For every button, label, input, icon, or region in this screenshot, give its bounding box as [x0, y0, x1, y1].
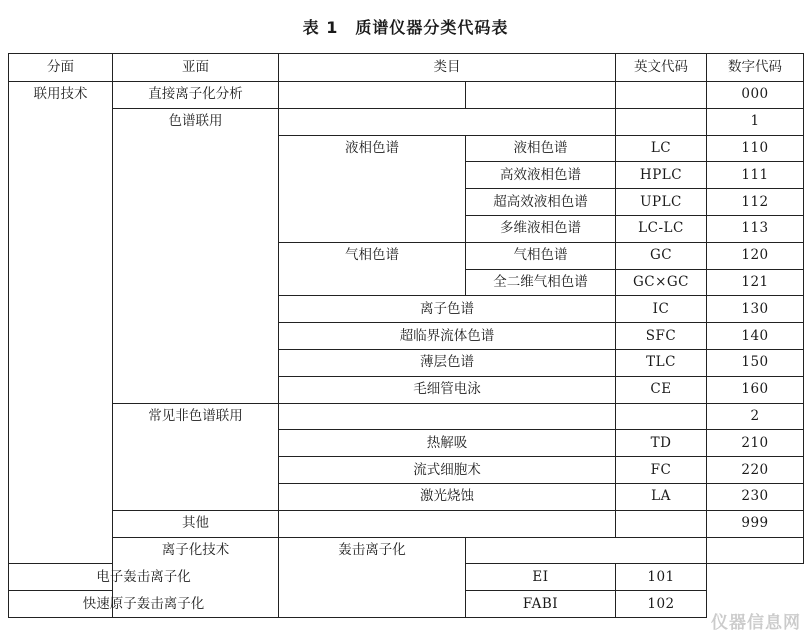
num-code-cell: 112: [707, 189, 804, 216]
en-code-cell: [616, 108, 707, 135]
num-code-cell: 2: [707, 403, 804, 430]
class-cell: 毛细管电泳: [279, 376, 616, 403]
en-code-cell: [707, 537, 804, 564]
class-group-cell: 液相色谱: [279, 135, 466, 242]
en-code-cell: FC: [616, 457, 707, 484]
num-code-cell: 210: [707, 430, 804, 457]
class-cell: 气相色谱: [466, 242, 616, 269]
num-code-cell: 121: [707, 269, 804, 296]
table-title: 表 1 质谱仪器分类代码表: [302, 18, 509, 37]
en-code-cell: LC-LC: [616, 215, 707, 242]
en-code-cell: HPLC: [616, 162, 707, 189]
num-code-cell: 160: [707, 376, 804, 403]
class-cell: 超高效液相色谱: [466, 189, 616, 216]
class-cell: 激光烧蚀: [279, 483, 616, 510]
subcategory-cell: 色谱联用: [113, 108, 279, 403]
table-row: [9, 403, 804, 430]
class-cell: 电子轰击离子化: [9, 564, 279, 591]
num-code-cell: 130: [707, 296, 804, 323]
header-category: 分面: [9, 54, 113, 82]
class-cell: 全二维气相色谱: [466, 269, 616, 296]
class-group-cell: 气相色谱: [279, 242, 466, 296]
class-cell: 快速原子轰击离子化: [9, 591, 279, 618]
num-code-cell: 999: [707, 510, 804, 537]
num-code-cell: 1: [707, 108, 804, 135]
subcategory-cell: 其他: [113, 510, 279, 537]
num-code-cell: 101: [616, 564, 707, 591]
class-cell: 超临界流体色谱: [279, 323, 616, 350]
en-code-cell: EI: [466, 564, 616, 591]
table-row: [9, 537, 804, 564]
class-cell: 热解吸: [279, 430, 616, 457]
class-cell: 流式细胞术: [279, 457, 616, 484]
en-code-cell: SFC: [616, 323, 707, 350]
section-coupling: 联用技术: [9, 82, 113, 564]
num-code-cell: 111: [707, 162, 804, 189]
header-class: 类目: [279, 54, 616, 82]
class-cell: [466, 537, 707, 564]
subcategory-cell: 常见非色谱联用: [113, 403, 279, 510]
class-cell: 多维液相色谱: [466, 215, 616, 242]
classification-table: [8, 53, 804, 618]
table-row: [9, 108, 804, 135]
header-en-code: 英文代码: [616, 54, 707, 82]
class-cell: 液相色谱: [466, 135, 616, 162]
num-code-cell: 220: [707, 457, 804, 484]
class-cell: [279, 510, 616, 537]
num-code-cell: 120: [707, 242, 804, 269]
en-code-cell: [616, 510, 707, 537]
en-code-cell: GC: [616, 242, 707, 269]
table-row: [9, 510, 804, 537]
num-code-cell: 000: [707, 82, 804, 109]
num-code-cell: 140: [707, 323, 804, 350]
en-code-cell: LC: [616, 135, 707, 162]
num-code-cell: 113: [707, 215, 804, 242]
section-ionization: 离子化技术: [113, 537, 279, 617]
header-subcategory: 亚面: [113, 54, 279, 82]
en-code-cell: TD: [616, 430, 707, 457]
en-code-cell: LA: [616, 483, 707, 510]
header-num-code: 数字代码: [707, 54, 804, 82]
subcategory-cell: 轰击离子化: [279, 537, 466, 617]
class-cell: [279, 82, 466, 109]
en-code-cell: UPLC: [616, 189, 707, 216]
watermark: 仪器信息网: [711, 613, 801, 633]
class-cell: 薄层色谱: [279, 349, 616, 376]
num-code-cell: 230: [707, 483, 804, 510]
class-cell: 高效液相色谱: [466, 162, 616, 189]
class-cell: [279, 108, 616, 135]
table-row: [9, 82, 804, 109]
en-code-cell: TLC: [616, 349, 707, 376]
subcategory-cell: 直接离子化分析: [113, 82, 279, 109]
en-code-cell: IC: [616, 296, 707, 323]
en-code-cell: CE: [616, 376, 707, 403]
en-code-cell: [616, 82, 707, 109]
class-cell: [466, 82, 616, 109]
num-code-cell: 102: [616, 591, 707, 618]
header-row: [9, 54, 804, 82]
class-cell: [279, 403, 616, 430]
class-cell: 离子色谱: [279, 296, 616, 323]
num-code-cell: 110: [707, 135, 804, 162]
en-code-cell: [616, 403, 707, 430]
num-code-cell: 150: [707, 349, 804, 376]
en-code-cell: GC×GC: [616, 269, 707, 296]
en-code-cell: FABI: [466, 591, 616, 618]
